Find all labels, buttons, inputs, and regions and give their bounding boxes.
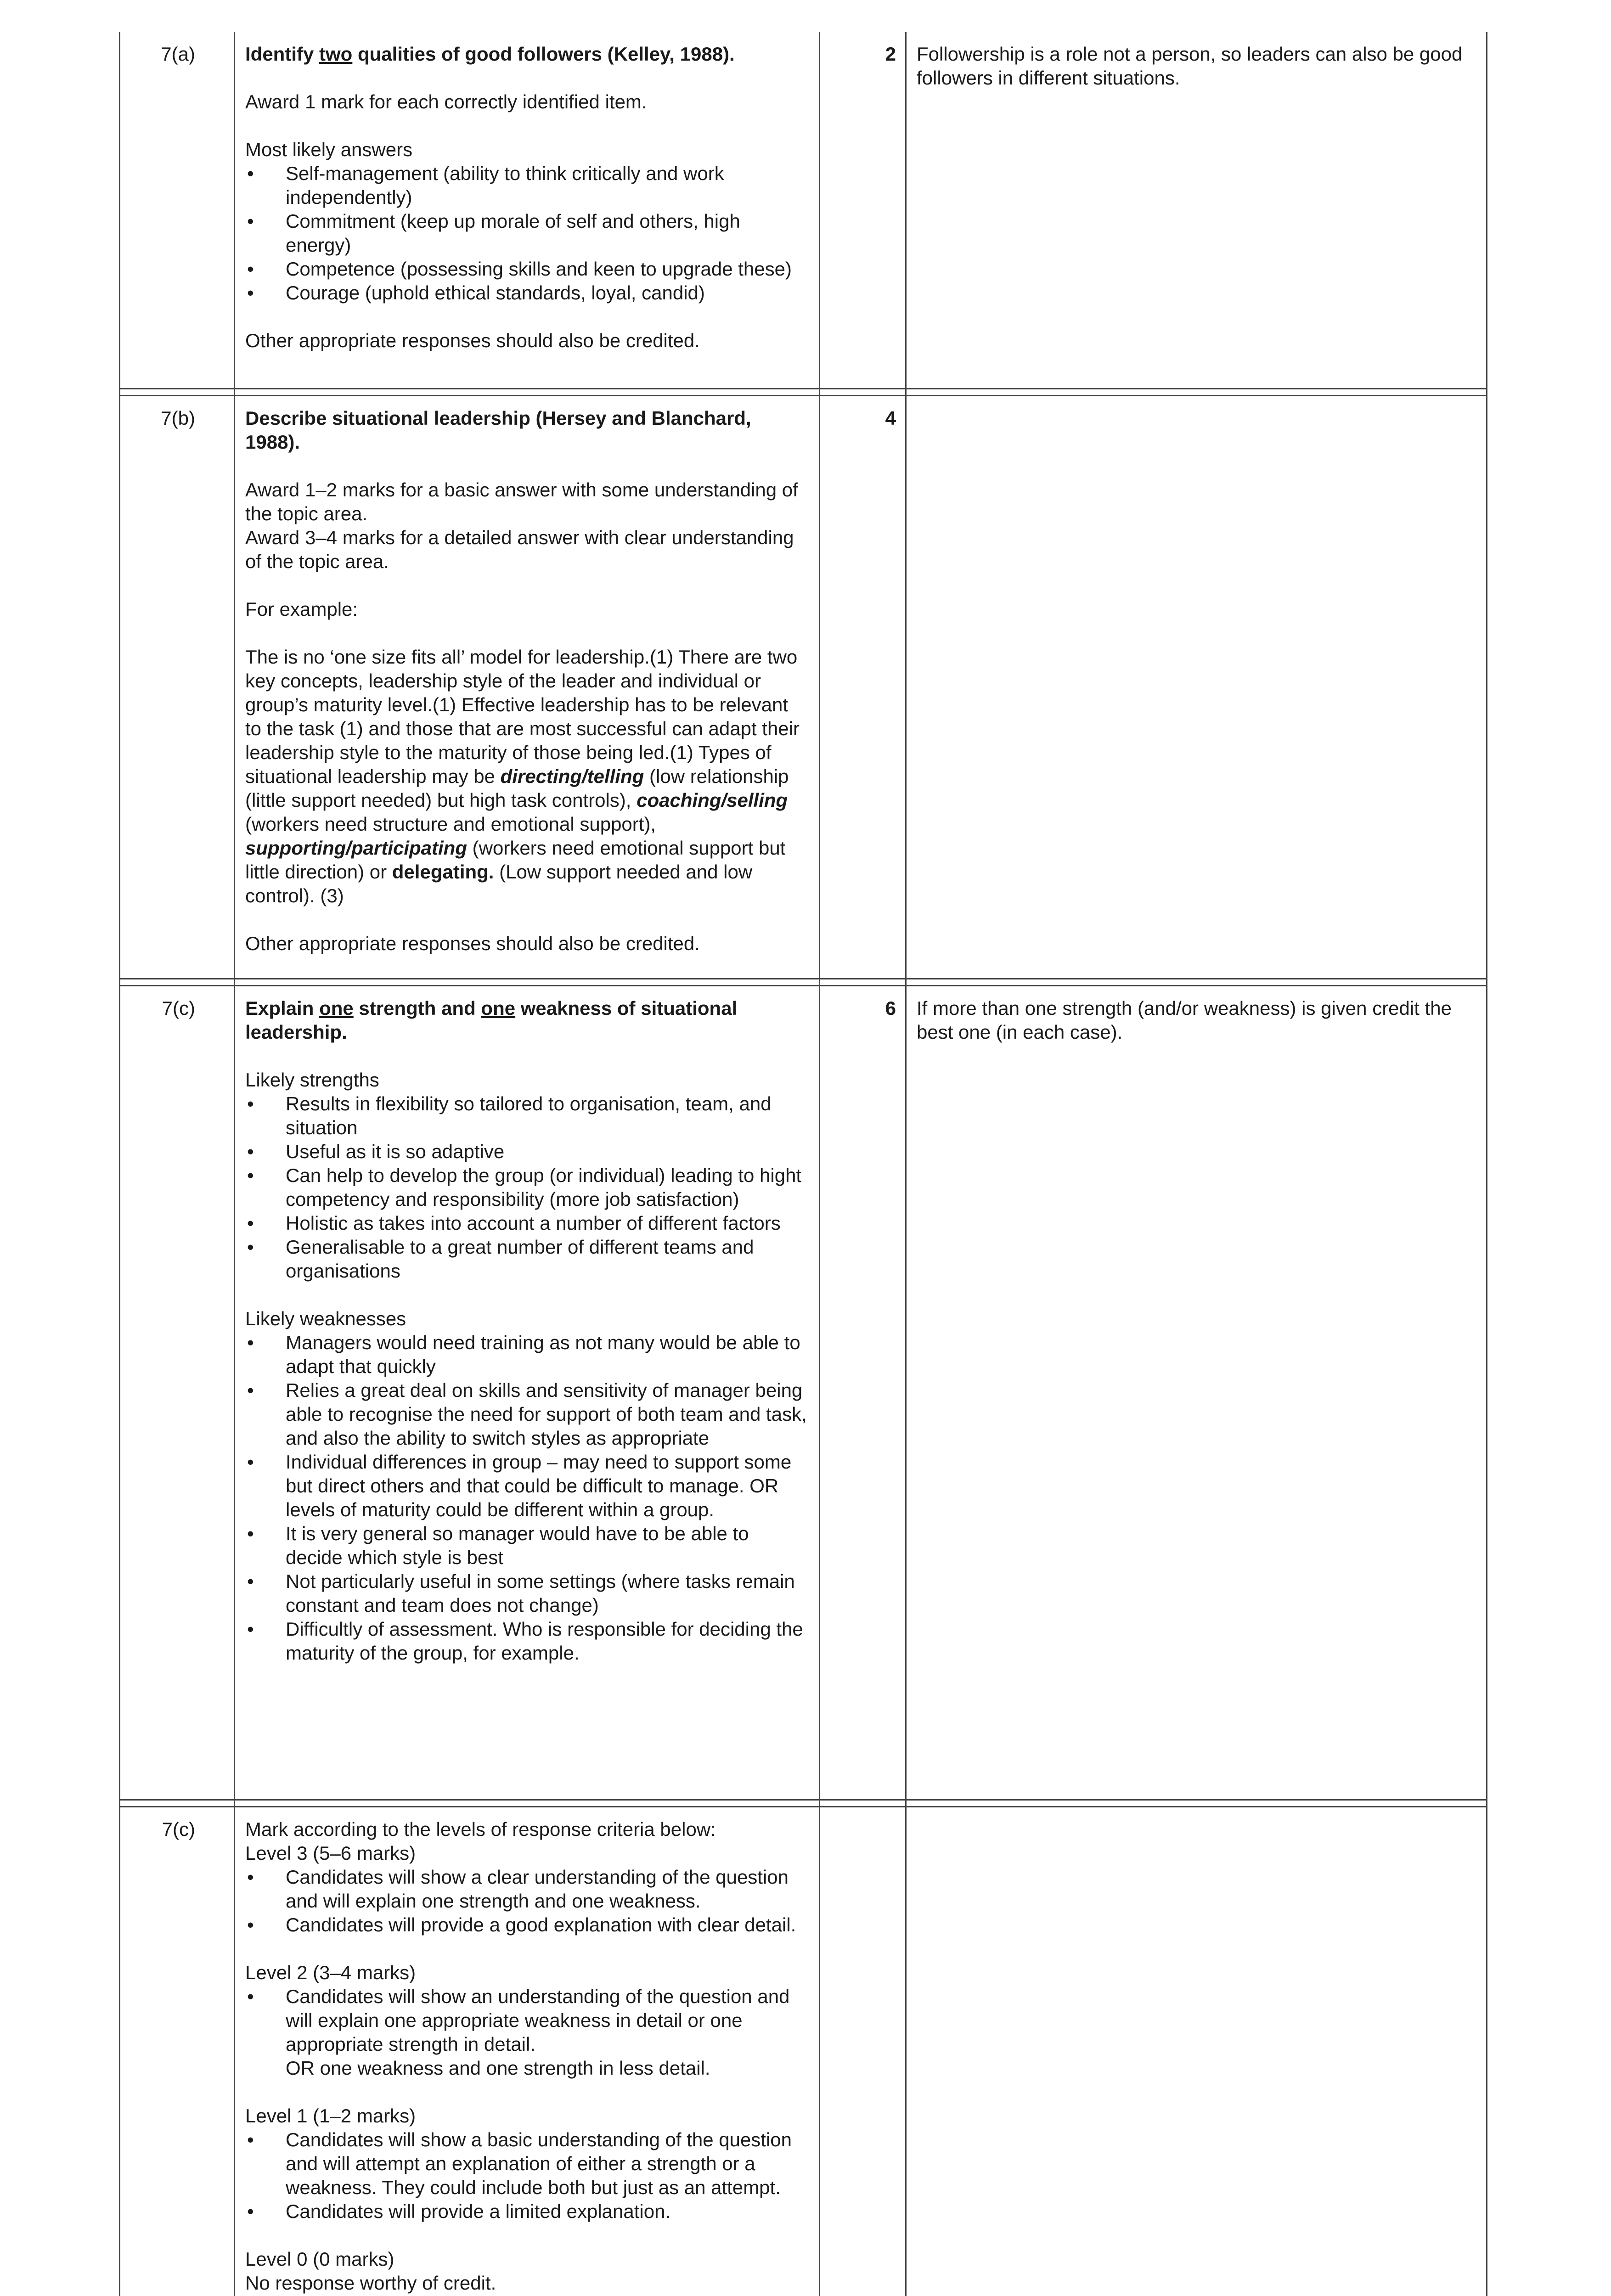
answer-cell: [235, 1807, 820, 2296]
list-item: • Courage (uphold ethical standards, loyal, candid): [245, 281, 809, 305]
question-number: 7(c): [120, 1807, 235, 2296]
other-responses-note: Other appropriate responses should also be credited.: [245, 933, 700, 954]
marks-cell: 4: [820, 396, 907, 978]
list-item: • Holistic as takes into account a number of different factors: [245, 1211, 809, 1235]
strengths-heading: Likely strengths: [245, 1069, 379, 1091]
question-text: Explain one strength and one weakness of situational leadership.: [245, 997, 738, 1043]
list-item: • Self-management (ability to think critically and work independently): [245, 162, 809, 209]
levels-intro: Mark according to the levels of response criteria below:: [245, 1818, 716, 1840]
list-item: • Candidates will show a clear understanding of the question and will explain one strength and one weakness.: [245, 1865, 809, 1913]
award-text: Award 3–4 marks for a detailed answer with clear understanding of the topic area.: [245, 527, 794, 572]
question-text: Describe situational leadership (Hersey and Blanchard, 1988).: [245, 407, 751, 453]
row-7c: [119, 986, 1487, 1799]
list-item: • Results in flexibility so tailored to organisation, team, and situation: [245, 1092, 809, 1140]
list-item: • Candidates will show a basic understanding of the question and will attempt an explanation of either a strength or a weakness. They could include both but just as an attempt.: [245, 2128, 809, 2200]
guidance-cell: Followership is a role not a person, so leaders can also be good followers in different situations.: [917, 43, 1463, 89]
guidance-cell: [907, 1807, 1489, 2296]
answer-cell: [235, 32, 820, 388]
answer-list: [245, 162, 809, 305]
marks-cell: 2: [820, 32, 907, 388]
row-separator: [119, 978, 1487, 986]
award-text: Award 1–2 marks for a basic answer with some understanding of the topic area.: [245, 479, 798, 524]
weaknesses-list: [245, 1331, 809, 1665]
list-item: • Competence (possessing skills and keen to upgrade these): [245, 257, 809, 281]
level-1-heading: Level 1 (1–2 marks): [245, 2105, 416, 2127]
guidance-cell: If more than one strength (and/or weakness) is given credit the best one (in each case).: [917, 997, 1452, 1043]
row-separator: [119, 1799, 1487, 1807]
level-2-heading: Level 2 (3–4 marks): [245, 1962, 416, 1983]
other-responses-note: Other appropriate responses should also be credited.: [245, 330, 700, 351]
level-0-heading: Level 0 (0 marks): [245, 2248, 394, 2270]
list-item: • Managers would need training as not many would be able to adapt that quickly: [245, 1331, 809, 1379]
list-item: • Candidates will provide a limited explanation.: [245, 2200, 809, 2223]
weaknesses-heading: Likely weaknesses: [245, 1308, 406, 1329]
list-item: • Candidates will show an understanding of the question and will explain one appropriate weakness in detail or one appropriate strength in detail. OR one weakness and one strength in less detail.: [245, 1985, 809, 2080]
row-7a: [119, 32, 1487, 388]
list-item: • It is very general so manager would have to be able to decide which style is best: [245, 1522, 809, 1570]
level-3-list: [245, 1865, 809, 1937]
level-0-text: No response worthy of credit.: [245, 2272, 496, 2294]
list-item: • Difficultly of assessment. Who is responsible for deciding the maturity of the group, for example.: [245, 1617, 809, 1665]
list-item: • Commitment (keep up morale of self and others, high energy): [245, 209, 809, 257]
row-7b: [119, 396, 1487, 978]
example-heading: For example:: [245, 598, 358, 620]
level-1-list: [245, 2128, 809, 2223]
list-item: • Not particularly useful in some settings (where tasks remain constant and team does not change): [245, 1570, 809, 1617]
list-item: • Candidates will provide a good explanation with clear detail.: [245, 1913, 809, 1937]
level-2-list: [245, 1985, 809, 2080]
answer-cell: [235, 396, 820, 978]
marks-cell: [820, 1807, 907, 2296]
question-number: 7(a): [120, 32, 235, 388]
guidance-cell: [907, 396, 1489, 978]
list-item: • Relies a great deal on skills and sensitivity of manager being able to recognise the need for support of both team and task, and also the ability to switch styles as appropriate: [245, 1379, 809, 1450]
likely-answers-heading: Most likely answers: [245, 139, 413, 160]
list-item: • Can help to develop the group (or individual) leading to hight competency and responsibility (more job satisfaction): [245, 1164, 809, 1211]
answer-cell: [235, 986, 820, 1799]
list-item: • Generalisable to a great number of different teams and organisations: [245, 1235, 809, 1283]
list-item: • Individual differences in group – may need to support some but direct others and that could be difficult to manage. OR levels of maturity could be different within a group.: [245, 1450, 809, 1522]
row-7c-levels: [119, 1807, 1487, 2296]
row-separator: [119, 388, 1487, 396]
question-number: 7(c): [120, 986, 235, 1799]
list-item: • Useful as it is so adaptive: [245, 1140, 809, 1164]
strengths-list: [245, 1092, 809, 1283]
marks-cell: 6: [820, 986, 907, 1799]
example-answer: The is no ‘one size fits all’ model for leadership.(1) There are two key concepts, leadership style of the leader and individual or group’s maturity level.(1) Effective leadership has to be relevant to the task (1) and those that are most successful can adapt their leadership style to the maturity of those being led.(1) Types of situational leadership may be directing/telling (low relationship (little support needed) but high task controls), coaching/selling (workers need structure and emotional support), supporting/participating (workers need emotional support but little direction) or delegating. (Low support needed and low control). (3): [245, 646, 800, 906]
level-3-heading: Level 3 (5–6 marks): [245, 1842, 416, 1864]
question-text: Identify two qualities of good followers (Kelley, 1988).: [245, 43, 735, 65]
award-text: Award 1 mark for each correctly identified item.: [245, 91, 647, 113]
question-number: 7(b): [120, 396, 235, 978]
